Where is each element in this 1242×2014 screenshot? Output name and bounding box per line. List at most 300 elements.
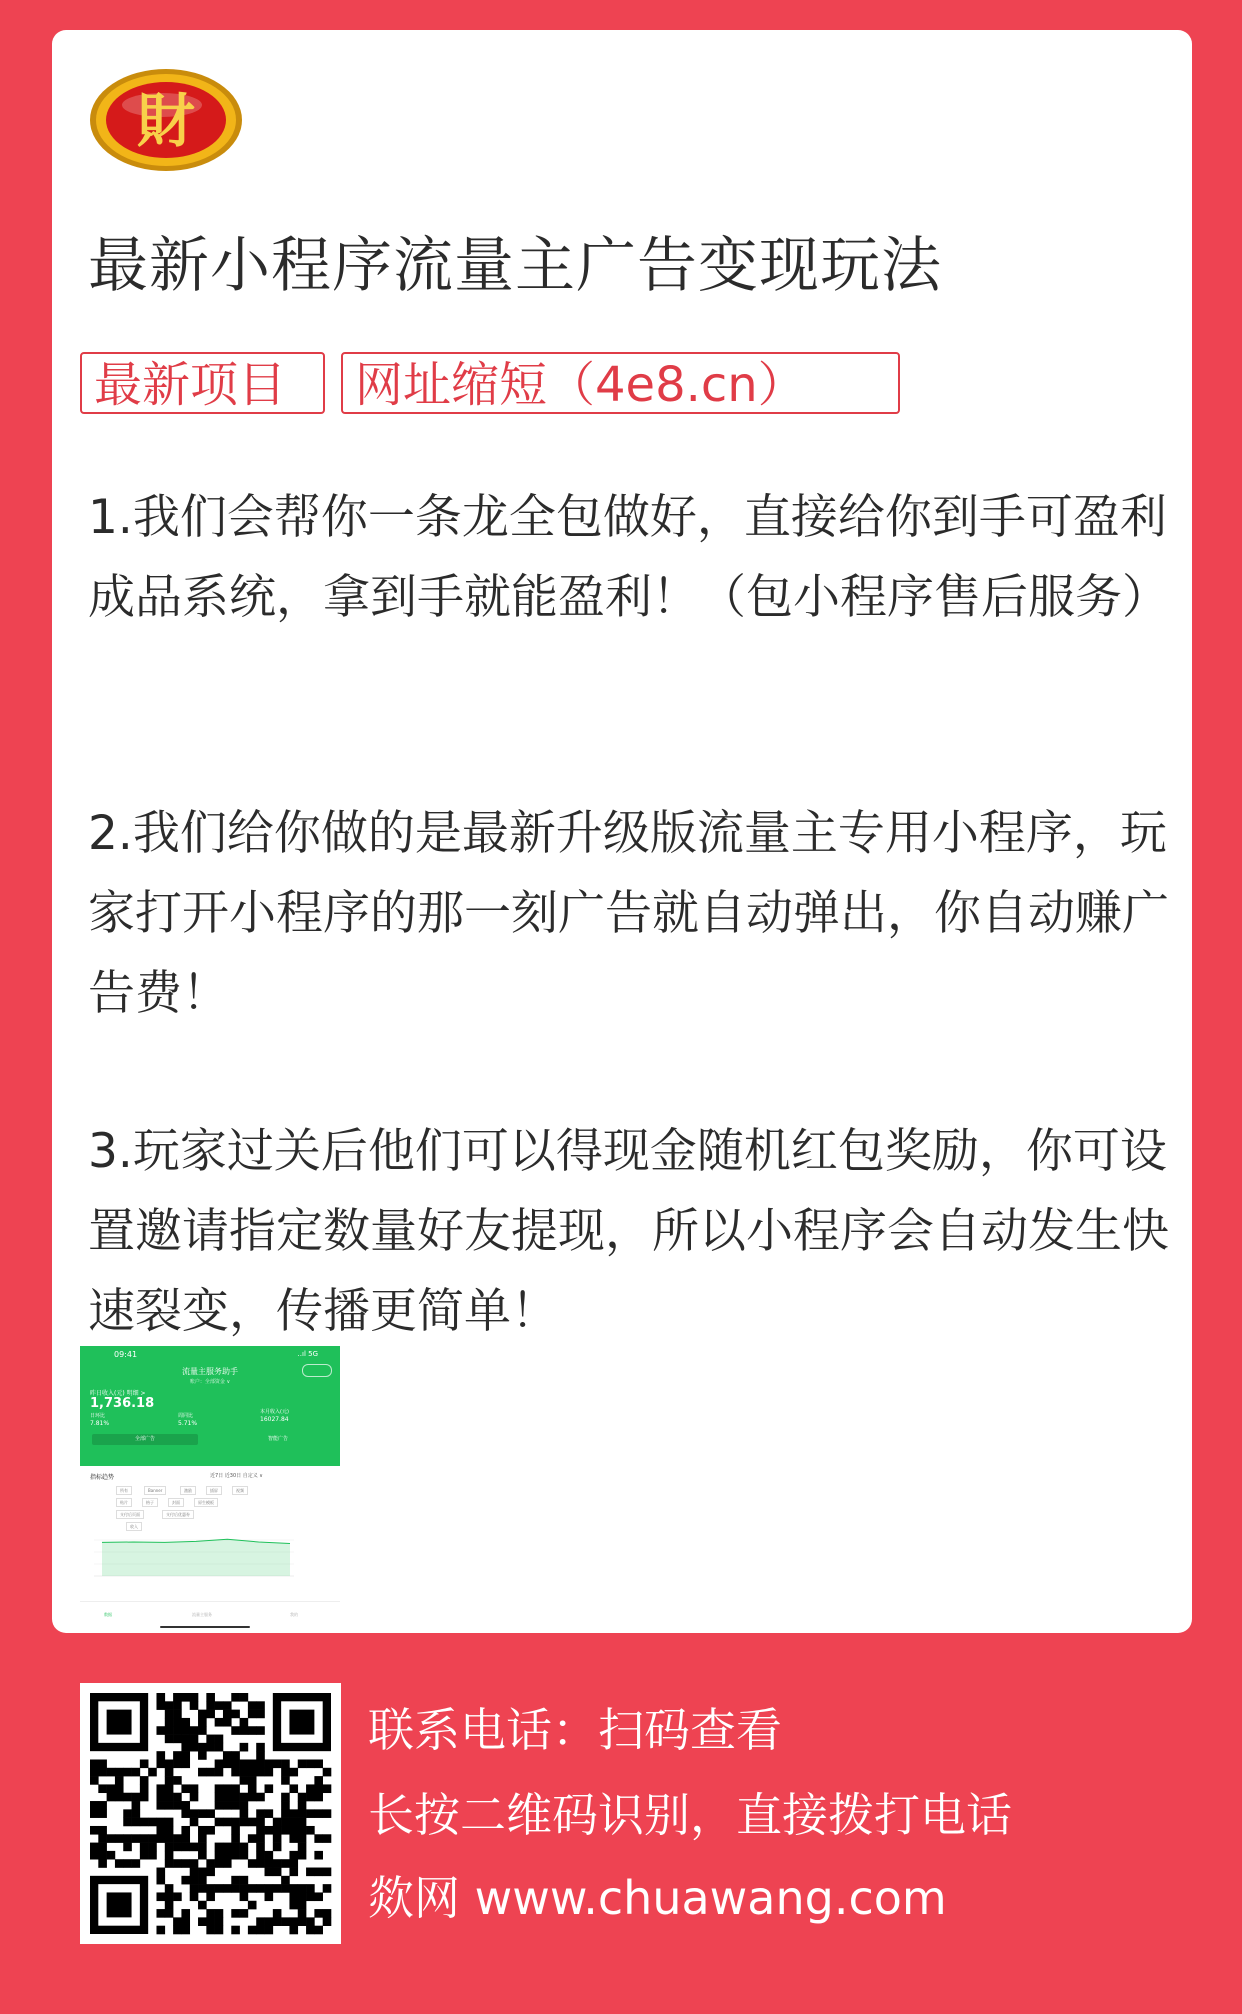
- qr-module: [281, 1809, 290, 1818]
- qr-module: [223, 1784, 232, 1793]
- qr-module: [298, 1809, 307, 1818]
- qr-module: [156, 1876, 165, 1885]
- chip: 支付后优惠券: [162, 1510, 194, 1519]
- qr-module: [289, 1901, 298, 1910]
- qr-module: [273, 1818, 282, 1827]
- qr-module: [181, 1743, 190, 1752]
- qr-module: [165, 1784, 174, 1793]
- qr-module: [115, 1768, 124, 1777]
- qr-module: [190, 1735, 199, 1744]
- qr-module: [323, 1909, 332, 1918]
- qr-module: [323, 1868, 332, 1877]
- qr-module: [256, 1884, 265, 1893]
- qr-module: [156, 1701, 165, 1710]
- qr-module: [298, 1909, 307, 1918]
- qr-module: [198, 1826, 207, 1835]
- qr-module: [206, 1743, 215, 1752]
- qr-module: [198, 1868, 207, 1877]
- qr-module: [289, 1834, 298, 1843]
- chip: 封面: [168, 1498, 184, 1507]
- qr-module: [206, 1859, 215, 1868]
- qr-module: [265, 1826, 274, 1835]
- qr-module: [90, 1826, 99, 1835]
- qr-module: [215, 1884, 224, 1893]
- qr-module: [298, 1851, 307, 1860]
- qr-module: [98, 1826, 107, 1835]
- qr-module: [90, 1851, 99, 1860]
- qr-module: [289, 1884, 298, 1893]
- qr-module: [289, 1917, 298, 1926]
- qr-module: [198, 1718, 207, 1727]
- qr-module: [223, 1701, 232, 1710]
- qr-module: [107, 1793, 116, 1802]
- qr-module: [231, 1751, 240, 1760]
- qr-module: [273, 1834, 282, 1843]
- qr-module: [289, 1818, 298, 1827]
- qr-code[interactable]: [80, 1683, 341, 1944]
- app-screenshot[interactable]: [80, 1346, 340, 1632]
- qr-module: [173, 1776, 182, 1785]
- qr-module: [248, 1884, 257, 1893]
- qr-module: [248, 1834, 257, 1843]
- trend-label: 指标趋势: [90, 1474, 115, 1481]
- qr-module: [156, 1726, 165, 1735]
- qr-module: [198, 1917, 207, 1926]
- qr-module: [123, 1809, 132, 1818]
- tag-latest-project[interactable]: 最新项目: [80, 352, 325, 414]
- qr-module: [223, 1843, 232, 1852]
- qr-module: [165, 1901, 174, 1910]
- qr-module: [165, 1801, 174, 1810]
- qr-module: [181, 1876, 190, 1885]
- qr-module: [265, 1892, 274, 1901]
- chip: 所有: [116, 1486, 132, 1495]
- qr-module: [231, 1843, 240, 1852]
- qr-module: [298, 1801, 307, 1810]
- qr-finder-center: [289, 1710, 314, 1735]
- qr-module: [231, 1693, 240, 1702]
- qr-module: [115, 1784, 124, 1793]
- qr-module: [265, 1926, 274, 1935]
- qr-module: [298, 1892, 307, 1901]
- qr-module: [173, 1917, 182, 1926]
- qr-module: [273, 1826, 282, 1835]
- qr-module: [198, 1768, 207, 1777]
- qr-module: [206, 1917, 215, 1926]
- qr-module: [148, 1818, 157, 1827]
- qr-module: [115, 1793, 124, 1802]
- paragraph-3: 3.玩家过关后他们可以得现金随机红包奖励，你可设置邀请指定数量好友提现，所以小程序会自动发生快速裂变，传播更简单！: [88, 1124, 1169, 1339]
- qr-module: [148, 1768, 157, 1777]
- qr-module: [198, 1834, 207, 1843]
- qr-module: [90, 1776, 99, 1785]
- qr-module: [181, 1809, 190, 1818]
- qr-module: [165, 1834, 174, 1843]
- qr-module: [206, 1926, 215, 1935]
- qr-module: [90, 1809, 99, 1818]
- qr-module: [173, 1751, 182, 1760]
- qr-module: [231, 1784, 240, 1793]
- qr-module: [123, 1834, 132, 1843]
- qr-module: [223, 1710, 232, 1719]
- qr-module: [298, 1834, 307, 1843]
- qr-module: [248, 1776, 257, 1785]
- qr-module: [98, 1759, 107, 1768]
- qr-module: [190, 1818, 199, 1827]
- qr-module: [265, 1851, 274, 1860]
- qr-module: [190, 1868, 199, 1877]
- paragraph-2: 2.我们给你做的是最新升级版流量主专用小程序，玩家打开小程序的那一刻广告就自动弹出，你自动赚广告费！: [88, 806, 1169, 1021]
- qr-module: [190, 1784, 199, 1793]
- qr-module: [165, 1768, 174, 1777]
- chip: 原生模板: [194, 1498, 218, 1507]
- qr-module: [181, 1843, 190, 1852]
- qr-module: [148, 1851, 157, 1860]
- qr-module: [156, 1751, 165, 1760]
- qr-module: [265, 1768, 274, 1777]
- qr-module: [323, 1834, 332, 1843]
- qr-module: [190, 1876, 199, 1885]
- tag-short-url[interactable]: 网址缩短（4e8.cn）: [341, 352, 900, 414]
- qr-module: [231, 1726, 240, 1735]
- qr-module: [323, 1809, 332, 1818]
- qr-module: [231, 1826, 240, 1835]
- qr-module: [165, 1701, 174, 1710]
- qr-module: [215, 1818, 224, 1827]
- qr-module: [181, 1926, 190, 1935]
- qr-module: [240, 1809, 249, 1818]
- qr-module: [265, 1868, 274, 1877]
- qr-module: [156, 1784, 165, 1793]
- qr-module: [181, 1834, 190, 1843]
- qr-module: [289, 1851, 298, 1860]
- contact-website[interactable]: 欻网 www.chuawang.com: [368, 1871, 947, 1925]
- qr-module: [156, 1826, 165, 1835]
- qr-module: [240, 1892, 249, 1901]
- qr-module: [156, 1801, 165, 1810]
- qr-module: [323, 1884, 332, 1893]
- qr-module: [223, 1718, 232, 1727]
- qr-module: [132, 1818, 141, 1827]
- qr-module: [248, 1859, 257, 1868]
- qr-module: [165, 1710, 174, 1719]
- qr-module: [306, 1868, 315, 1877]
- qr-module: [265, 1859, 274, 1868]
- qr-module: [248, 1901, 257, 1910]
- qr-module: [306, 1784, 315, 1793]
- qr-module: [215, 1701, 224, 1710]
- qr-module: [298, 1901, 307, 1910]
- qr-module: [115, 1776, 124, 1785]
- qr-module: [165, 1776, 174, 1785]
- contact-phone: 联系电话：扫码查看: [368, 1703, 782, 1757]
- qr-module: [248, 1701, 257, 1710]
- qr-module: [281, 1859, 290, 1868]
- qr-module: [140, 1759, 149, 1768]
- qr-module: [215, 1851, 224, 1860]
- qr-module: [306, 1759, 315, 1768]
- qr-module: [181, 1718, 190, 1727]
- qr-module: [215, 1735, 224, 1744]
- qr-module: [323, 1917, 332, 1926]
- metric-1-value: 7.81%: [90, 1420, 110, 1427]
- qr-module: [256, 1926, 265, 1935]
- qr-module: [206, 1884, 215, 1893]
- qr-module: [156, 1909, 165, 1918]
- qr-module: [289, 1859, 298, 1868]
- qr-module: [223, 1859, 232, 1868]
- qr-module: [314, 1776, 323, 1785]
- qr-module: [173, 1710, 182, 1719]
- qr-module: [215, 1718, 224, 1727]
- qr-module: [240, 1876, 249, 1885]
- income-trend-chart: [94, 1530, 316, 1582]
- qr-module: [240, 1818, 249, 1827]
- qr-module: [156, 1926, 165, 1935]
- qr-module: [240, 1851, 249, 1860]
- screenshot-title: 流量主服务助手: [182, 1367, 238, 1376]
- qr-module: [115, 1859, 124, 1868]
- qr-module: [314, 1892, 323, 1901]
- qr-module: [289, 1868, 298, 1877]
- qr-module: [165, 1826, 174, 1835]
- qr-module: [181, 1751, 190, 1760]
- qr-module: [273, 1868, 282, 1877]
- qr-module: [256, 1751, 265, 1760]
- qr-module: [223, 1759, 232, 1768]
- qr-module: [198, 1843, 207, 1852]
- qr-module: [298, 1884, 307, 1893]
- screenshot-tabbar: [80, 1601, 340, 1632]
- qr-module: [148, 1843, 157, 1852]
- qr-module: [107, 1768, 116, 1777]
- qr-module: [165, 1884, 174, 1893]
- qr-module: [173, 1726, 182, 1735]
- qr-module: [132, 1834, 141, 1843]
- qr-module: [323, 1784, 332, 1793]
- qr-module: [215, 1768, 224, 1777]
- qr-module: [132, 1809, 141, 1818]
- qr-module: [231, 1801, 240, 1810]
- qr-module: [215, 1917, 224, 1926]
- qr-module: [289, 1926, 298, 1935]
- qr-module: [173, 1926, 182, 1935]
- qr-module: [98, 1834, 107, 1843]
- qr-module: [223, 1801, 232, 1810]
- metric-2-value: 5.71%: [178, 1420, 198, 1427]
- tab-service: 流量主服务: [192, 1612, 212, 1617]
- qr-module: [306, 1809, 315, 1818]
- qr-module: [256, 1743, 265, 1752]
- qr-module: [240, 1743, 249, 1752]
- qr-module: [165, 1759, 174, 1768]
- chip: 视频: [232, 1486, 248, 1495]
- qr-module: [289, 1809, 298, 1818]
- qr-module: [206, 1868, 215, 1877]
- metric-1-label: 日环比: [90, 1413, 106, 1419]
- qr-module: [248, 1926, 257, 1935]
- qr-module: [198, 1884, 207, 1893]
- qr-module: [181, 1801, 190, 1810]
- qr-module: [98, 1859, 107, 1868]
- tab-mine: 我的: [290, 1612, 298, 1617]
- qr-module: [265, 1809, 274, 1818]
- qr-module: [148, 1834, 157, 1843]
- qr-module: [265, 1884, 274, 1893]
- qr-module: [281, 1876, 290, 1885]
- qr-module: [256, 1701, 265, 1710]
- qr-module: [265, 1784, 274, 1793]
- qr-module: [115, 1834, 124, 1843]
- qr-module: [156, 1759, 165, 1768]
- qr-module: [281, 1793, 290, 1802]
- qr-module: [314, 1868, 323, 1877]
- qr-module: [215, 1926, 224, 1935]
- qr-module: [314, 1793, 323, 1802]
- qr-module: [165, 1718, 174, 1727]
- qr-module: [215, 1793, 224, 1802]
- qr-module: [198, 1851, 207, 1860]
- qr-module: [173, 1859, 182, 1868]
- qr-module: [240, 1793, 249, 1802]
- qr-module: [206, 1735, 215, 1744]
- qr-module: [248, 1818, 257, 1827]
- qr-module: [306, 1884, 315, 1893]
- qr-module: [198, 1809, 207, 1818]
- qr-module: [107, 1834, 116, 1843]
- qr-module: [223, 1851, 232, 1860]
- qr-module: [248, 1759, 257, 1768]
- qr-module: [298, 1793, 307, 1802]
- qr-module: [231, 1876, 240, 1885]
- qr-module: [306, 1793, 315, 1802]
- qr-module: [173, 1801, 182, 1810]
- qr-module: [256, 1710, 265, 1719]
- qr-module: [140, 1793, 149, 1802]
- qr-module: [181, 1917, 190, 1926]
- qr-module: [231, 1834, 240, 1843]
- qr-module: [281, 1917, 290, 1926]
- qr-module: [173, 1701, 182, 1710]
- qr-module: [132, 1793, 141, 1802]
- qr-module: [265, 1759, 274, 1768]
- qr-module: [165, 1843, 174, 1852]
- qr-module: [298, 1818, 307, 1827]
- qr-module: [190, 1793, 199, 1802]
- chip: Banner: [144, 1486, 166, 1495]
- qr-module: [173, 1718, 182, 1727]
- qr-module: [190, 1859, 199, 1868]
- qr-module: [240, 1884, 249, 1893]
- qr-module: [306, 1926, 315, 1935]
- qr-module: [165, 1818, 174, 1827]
- qr-module: [323, 1768, 332, 1777]
- qr-module: [140, 1843, 149, 1852]
- qr-module: [281, 1759, 290, 1768]
- month-income-label: 本月收入(元): [260, 1409, 289, 1415]
- qr-module: [289, 1768, 298, 1777]
- qr-module: [298, 1826, 307, 1835]
- qr-module: [256, 1759, 265, 1768]
- qr-module: [165, 1859, 174, 1868]
- capsule-menu-icon: [302, 1364, 332, 1377]
- content-card: [52, 30, 1192, 1633]
- page-title: 最新小程序流量主广告变现玩法: [88, 231, 942, 301]
- qr-module: [223, 1818, 232, 1827]
- qr-module: [206, 1892, 215, 1901]
- qr-module: [240, 1718, 249, 1727]
- qr-module: [173, 1735, 182, 1744]
- qr-module: [198, 1710, 207, 1719]
- qr-module: [140, 1776, 149, 1785]
- qr-module: [248, 1726, 257, 1735]
- qr-module: [215, 1843, 224, 1852]
- qr-module: [306, 1892, 315, 1901]
- qr-module: [231, 1793, 240, 1802]
- qr-module: [173, 1793, 182, 1802]
- qr-module: [231, 1884, 240, 1893]
- qr-module: [165, 1892, 174, 1901]
- qr-module: [223, 1751, 232, 1760]
- qr-module: [181, 1909, 190, 1918]
- metric-2-label: 周同比: [178, 1413, 194, 1419]
- qr-module: [198, 1751, 207, 1760]
- qr-module: [215, 1784, 224, 1793]
- qr-module: [190, 1743, 199, 1752]
- qr-module: [314, 1926, 323, 1935]
- qr-module: [240, 1843, 249, 1852]
- qr-module: [165, 1909, 174, 1918]
- qr-module: [231, 1710, 240, 1719]
- qr-module: [281, 1776, 290, 1785]
- qr-module: [156, 1793, 165, 1802]
- qr-module: [281, 1818, 290, 1827]
- qr-module: [98, 1801, 107, 1810]
- qr-module: [289, 1784, 298, 1793]
- contact-hint: 长按二维码识别，直接拨打电话: [368, 1788, 1012, 1842]
- qr-module: [248, 1710, 257, 1719]
- qr-module: [140, 1818, 149, 1827]
- qr-module: [90, 1801, 99, 1810]
- qr-module: [98, 1768, 107, 1777]
- qr-module: [215, 1759, 224, 1768]
- qr-module: [215, 1909, 224, 1918]
- chart-area: [102, 1539, 290, 1576]
- qr-module: [156, 1868, 165, 1877]
- qr-module: [98, 1809, 107, 1818]
- qr-module: [298, 1759, 307, 1768]
- qr-module: [181, 1726, 190, 1735]
- qr-module: [90, 1843, 99, 1852]
- chip: 激励: [180, 1486, 196, 1495]
- qr-module: [198, 1876, 207, 1885]
- qr-module: [240, 1759, 249, 1768]
- qr-module: [256, 1809, 265, 1818]
- qr-module: [98, 1843, 107, 1852]
- qr-module: [231, 1909, 240, 1918]
- status-time: 09:41: [114, 1350, 138, 1359]
- qr-module: [273, 1884, 282, 1893]
- qr-module: [265, 1917, 274, 1926]
- qr-module: [156, 1693, 165, 1702]
- qr-module: [306, 1917, 315, 1926]
- qr-module: [181, 1693, 190, 1702]
- qr-module: [256, 1859, 265, 1868]
- qr-module: [107, 1851, 116, 1860]
- qr-module: [273, 1859, 282, 1868]
- qr-finder-center: [107, 1892, 132, 1917]
- qr-module: [190, 1892, 199, 1901]
